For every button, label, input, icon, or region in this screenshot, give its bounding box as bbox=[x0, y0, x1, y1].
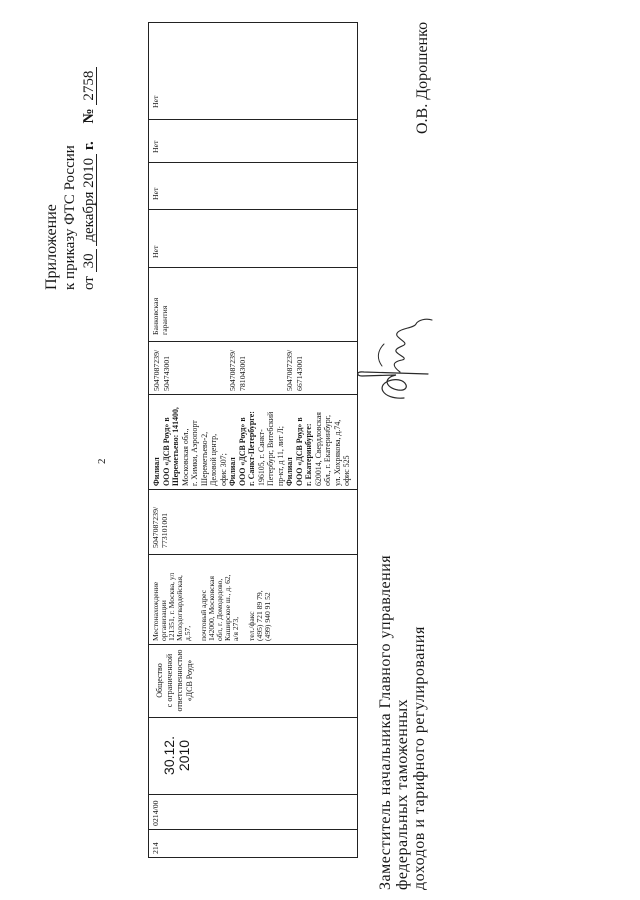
row-index: 214 bbox=[151, 842, 160, 854]
address-line: обл, г. Домодедово, bbox=[215, 578, 224, 641]
signatory-position-line: доходов и тарифного регулирования bbox=[411, 626, 428, 890]
signature-stroke bbox=[378, 344, 384, 366]
organization-name-line: Общество bbox=[155, 663, 164, 698]
branch-address-line: г. Химки, Аэропорт bbox=[190, 420, 199, 486]
address-line: почтовый адрес bbox=[199, 589, 208, 641]
address-line: Молодогвардейская, bbox=[175, 575, 184, 641]
branch-address-line: Шереметьево-2, bbox=[199, 431, 209, 486]
branch-address-line: Деловой центр, bbox=[209, 433, 218, 486]
order-date-line bbox=[80, 67, 99, 290]
flag-value: Нет bbox=[151, 140, 160, 153]
branch-heading-line: Шереметьево: 141400, bbox=[171, 407, 180, 486]
branch-heading-line: ООО «ДСВ Роуд» в bbox=[294, 417, 304, 486]
branch-address-line: Петербург, Витебский bbox=[266, 411, 275, 486]
phone-line: тел./факс bbox=[247, 611, 256, 641]
branch-inn-kpp-line: 504743001 bbox=[161, 355, 171, 391]
cell-security bbox=[149, 267, 357, 341]
branch-heading-line: Филиал bbox=[228, 457, 237, 486]
order-date-day: 30 bbox=[82, 249, 97, 272]
branch-yekaterinburg bbox=[285, 397, 352, 486]
organization-name-line: «ДСВ Роуд» bbox=[185, 659, 194, 702]
address-line: д.57, bbox=[183, 625, 192, 641]
signatory-block bbox=[377, 555, 428, 890]
branch-inn-kpp bbox=[152, 344, 171, 391]
branch-address-line: Московская обл., bbox=[180, 428, 190, 486]
order-number: 2758 bbox=[82, 67, 97, 105]
security-line: гарантия bbox=[159, 305, 169, 335]
address-line: организации bbox=[159, 600, 168, 641]
organization-name-line: ответственностью bbox=[175, 649, 184, 712]
order-date-month-year: декабря 2010 bbox=[82, 154, 97, 246]
address-line: Каширское ш., д. 62, bbox=[223, 574, 232, 641]
branch-address-line: офис 307; bbox=[218, 453, 228, 486]
phone-line: (499) 940 91 52 bbox=[263, 592, 272, 641]
flag-value: Нет bbox=[151, 187, 160, 200]
branch-address-line: пр-кт, д 11, лит Л; bbox=[275, 426, 285, 486]
cell-address bbox=[149, 554, 357, 644]
appendix-header bbox=[42, 67, 99, 290]
flag-value: Нет bbox=[151, 95, 160, 108]
order-reference: к приказу ФТС России bbox=[62, 145, 78, 290]
branch-inn-kpp bbox=[285, 344, 304, 391]
cell-date bbox=[149, 717, 357, 794]
inn-kpp-line: 5047087239/ bbox=[151, 506, 160, 548]
signature bbox=[352, 316, 434, 402]
phone-line: (495) 721 89 79, bbox=[255, 590, 264, 641]
branch-address-line: 196105, г. Санкт- bbox=[256, 429, 266, 486]
registration-number: 0214/00 bbox=[151, 800, 160, 826]
branch-inn-kpp-line: 5047087239/ bbox=[228, 349, 237, 391]
cell-flag bbox=[149, 23, 357, 119]
cell-flag bbox=[149, 162, 357, 209]
cell-inn-kpp bbox=[149, 489, 357, 554]
cell-registration-number bbox=[149, 794, 357, 829]
branch-heading-line: г. Екатеринбурге: bbox=[304, 423, 313, 486]
order-date-prefix: от bbox=[81, 276, 97, 290]
order-number-label: № bbox=[81, 108, 97, 124]
location-address bbox=[152, 557, 192, 641]
signatory-name: О.В. Дорошенко bbox=[414, 21, 431, 134]
branch-inn-kpp-line: 667143001 bbox=[294, 355, 304, 391]
branch-heading-line: г. Санкт-Петербурге: bbox=[247, 411, 256, 486]
address-line: 121351, г. Москва, ул bbox=[167, 572, 176, 641]
cell-organization bbox=[149, 644, 357, 717]
branch-heading-line: Филиал bbox=[152, 457, 161, 486]
appendix-title: Приложение bbox=[43, 204, 60, 290]
branch-inn-kpp-line: 5047087239/ bbox=[285, 349, 294, 391]
register-table bbox=[148, 22, 358, 858]
order-date-suffix: г. bbox=[81, 141, 97, 151]
address-line: Местонахождение bbox=[151, 581, 160, 641]
address-line: а/я 273, bbox=[231, 616, 240, 641]
branch-inn-kpp bbox=[228, 344, 247, 391]
security-line: Банковская bbox=[151, 297, 160, 335]
cell-flag bbox=[149, 119, 357, 162]
signatory-position-line: Заместитель начальника Главного управления bbox=[377, 554, 394, 890]
organization-name-line: с ограниченной bbox=[165, 653, 174, 708]
branch-address-line: обл., г. Екатеринбург, bbox=[323, 414, 332, 486]
branch-address-line: ул. Хохрякова, д.74, bbox=[332, 419, 342, 486]
branch-address-line: офис 525 bbox=[342, 455, 351, 486]
signature-stroke bbox=[358, 372, 428, 398]
address-line: 142000, Московская bbox=[207, 576, 216, 641]
cell-index bbox=[149, 829, 357, 857]
registration-date: 30.12.2010 bbox=[161, 736, 192, 775]
cell-branches bbox=[149, 394, 357, 489]
branch-saint-petersburg bbox=[228, 397, 285, 486]
flag-value: Нет bbox=[151, 245, 160, 258]
branch-heading-line: ООО «ДСВ Роуд» в bbox=[237, 417, 247, 486]
page-number: 2 bbox=[96, 458, 108, 464]
branch-inn-kpp-line: 781043001 bbox=[237, 355, 247, 391]
cell-branch-inn-kpp bbox=[149, 341, 357, 394]
signatory-position-line: федеральных таможенных bbox=[394, 698, 411, 890]
inn-kpp-line: 773101001 bbox=[159, 512, 169, 548]
postal-address bbox=[200, 557, 240, 641]
branch-sheremetyevo bbox=[152, 397, 228, 486]
branch-heading-line: ООО «ДСВ Роуд» в bbox=[161, 417, 171, 486]
branch-address-line: 620014, Свердловская bbox=[313, 412, 323, 486]
branch-inn-kpp-line: 5047087239/ bbox=[152, 349, 161, 391]
signature-stroke bbox=[394, 319, 432, 372]
cell-flag bbox=[149, 209, 357, 267]
phone-fax bbox=[248, 557, 272, 641]
branch-heading-line: Филиал bbox=[285, 457, 294, 486]
